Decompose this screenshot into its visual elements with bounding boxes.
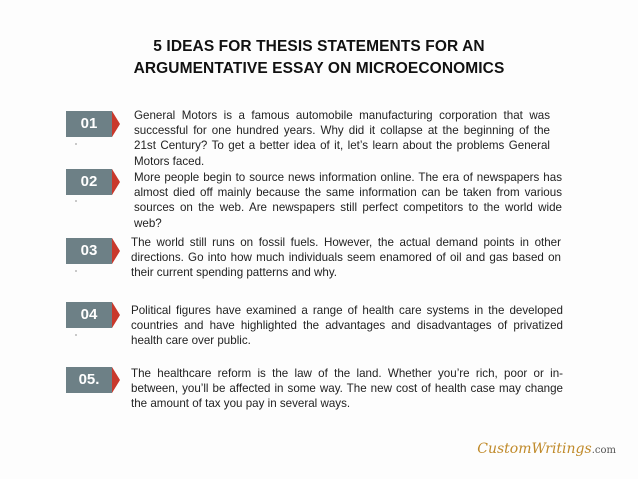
idea-text: The world still runs on fossil fuels. However, the actual demand points in other directions. Go into how much individuals seem enamored of oil and gas based on their current spending patterns and why. (131, 236, 561, 280)
divider-dot (75, 200, 77, 202)
idea-text: Political figures have examined a range of health care systems in the developed countries and have highlighted the advantages and disadvantages of privatized health care over public. (131, 304, 563, 348)
idea-number-badge: 03 (66, 238, 112, 264)
brand-suffix: .com (591, 445, 616, 456)
idea-number-badge: 04 (66, 302, 112, 328)
brand-logo (477, 441, 616, 457)
idea-text: General Motors is a famous automobile manufacturing corporation that was successful for one hundred years. Why did it collapse at the beginning of the 21st Century? To get a better idea of it, let’s learn about the problems General Motors faced. (134, 109, 550, 168)
title-line-2: ARGUMENTATIVE ESSAY ON MICROECONOMICS (133, 60, 505, 77)
divider-dot (75, 334, 77, 336)
idea-number-badge: 02 (66, 169, 112, 195)
idea-text: More people begin to source news information online. The era of newspapers has almost died off mainly because the same information can be taken from various sources on the web. Are newspapers still perfect competitors to the world wide web? (134, 171, 562, 230)
divider-dot (75, 143, 77, 145)
page-title (0, 36, 638, 80)
divider-dot (75, 270, 77, 272)
title-line-1: 5 IDEAS FOR THESIS STATEMENTS FOR AN (153, 38, 485, 55)
idea-number-badge: 05. (66, 367, 112, 393)
brand-name: CustomWritings (477, 441, 592, 457)
idea-number-badge: 01 (66, 111, 112, 137)
idea-text: The healthcare reform is the law of the land. Whether you’re rich, poor or in-between, you’ll be affected in some way. The new cost of health case may change the amount of tax you pay in several ways. (131, 367, 563, 411)
